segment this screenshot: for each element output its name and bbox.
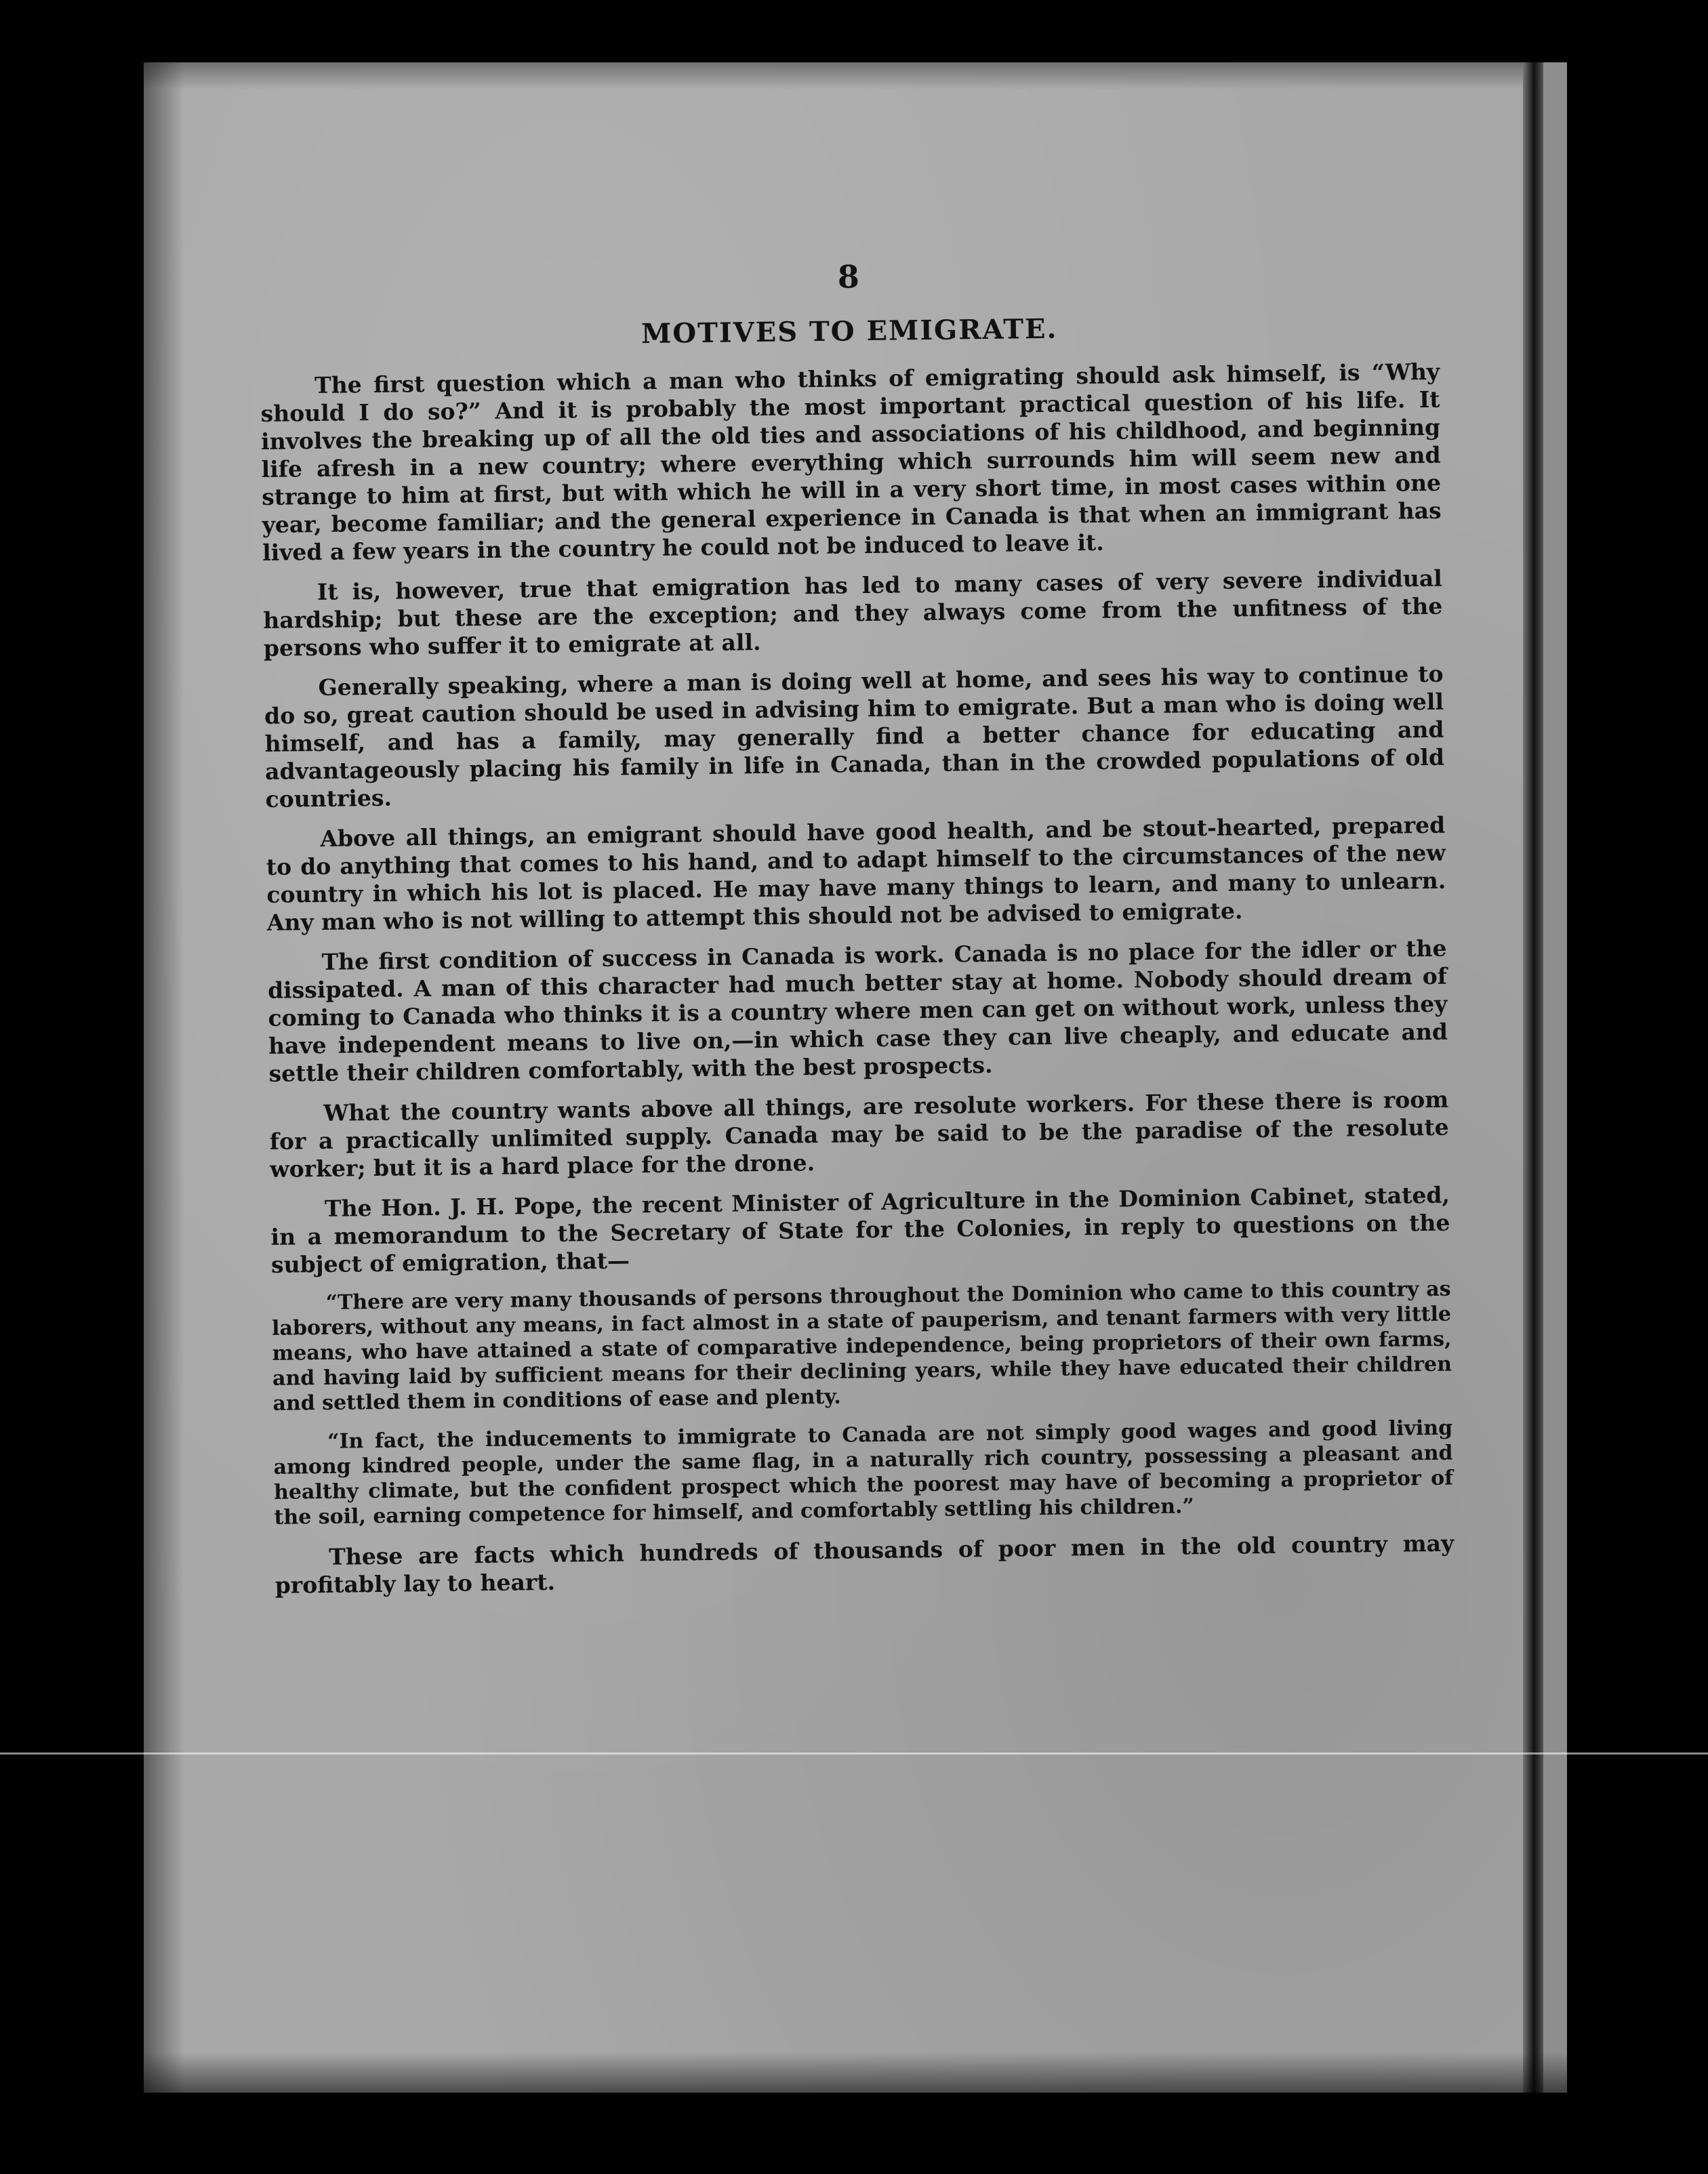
- paragraph-good-health: Above all things, an emigrant should have good health, and be stout-hearted, prepared to do anything that comes to his hand, and to adapt himself to the circumstances of the new country in which his lot is placed. He may have many things to learn, and many to unlearn. Any man who is not willing to attempt this should not be advised to emigrate.: [266, 811, 1446, 936]
- page-title: MOTIVES TO EMIGRATE.: [640, 312, 1058, 350]
- adjacent-page-edge: [1543, 62, 1567, 2093]
- paragraph-hardship: It is, however, true that emigration has led to many cases of very severe individual hardship; but these are the exception; and they always come from the unfitness of the persons who suffer it to emigrate at all.: [263, 565, 1443, 661]
- paragraph-closing: These are facts which hundreds of thousands of poor men in the old country may profitably lay to heart.: [274, 1530, 1455, 1599]
- paragraph-why-emigrate: The first question which a man who thinks of emigrating should ask himself, is “Why should I do so?” And it is probably the most important practical question of his life. It involves the breaking up of all the old ties and associations of his childhood, and beginning life afresh in a new country; where everything which surrounds him will seem new and strange to him at first, but with which he will in a very short time, in most cases within one year, become familiar; and the general experience in Canada is that when an immigrant has lived a few years in the country he could not be induced to leave it.: [260, 358, 1442, 566]
- page-fold: [1523, 62, 1543, 2093]
- paragraph-work: The first condition of success in Canada is work. Canada is no place for the idler or the dissipated. A man of this character had much better stay at home. Nobody should dream of coming to Canada who thinks it is a country where men can get on without work, unless they have independent means to live on,—in which case they can live cheaply, and educate and settle their children comfortably, with the best prospects.: [267, 935, 1448, 1087]
- paragraph-pope-memorandum: The Hon. J. H. Pope, the recent Minister of Agriculture in the Dominion Cabinet, stated, in a memorandum to the Secretary of State for the Colonies, in reply to questions on the subject of emigration, that—: [270, 1181, 1450, 1278]
- quote-thousands-of-persons: “There are very many thousands of persons throughout the Dominion who came to this country as laborers, without any means, in fact almost in a state of pauperism, and tenant farmers with very little means, who have attained a state of comparative independence, being proprietors of their own farms, and having laid by sufficient means for their declining years, while they have educated their children and settled them in conditions of ease and plenty.: [271, 1277, 1452, 1416]
- page-bottom-shadow: [144, 2052, 1567, 2093]
- page-shadow-top: [144, 62, 1567, 89]
- paragraph-caution: Generally speaking, where a man is doing well at home, and sees his way to continue to do so, great caution should be used in advising him to emigrate. But a man who is doing well himself, and has a family, may generally find a better chance for educating and advantageously placing his family in life in Canada, than in the crowded populations of old countries.: [264, 660, 1445, 813]
- page-number: 8: [837, 258, 861, 295]
- quote-inducements: “In fact, the inducements to immigrate to Canada are not simply good wages and good living among kindred people, under the same flag, in a naturally rich country, possessing a pleasant and healthy climate, but the confident prospect which the poorest may have of becoming a proprietor of the soil, earning competence for himself, and comfortably settling his children.”: [273, 1416, 1454, 1530]
- document-page: [144, 62, 1567, 2093]
- page-text-block: [259, 251, 1455, 1612]
- scan-artifact-line: [0, 1752, 1708, 1755]
- paragraph-resolute-workers: What the country wants above all things, are resolute workers. For these there is room for a practically unlimited supply. Canada may be said to be the paradise of the resolute worker; but it is a hard place for the drone.: [269, 1086, 1449, 1183]
- page-shadow-left: [144, 62, 184, 2093]
